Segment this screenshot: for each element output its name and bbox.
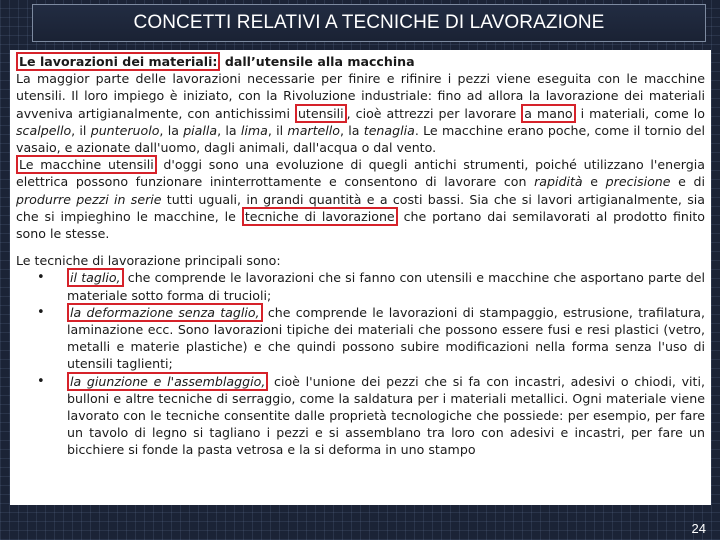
p2-text-c: e di xyxy=(670,174,706,190)
term-taglio: il taglio, xyxy=(70,270,121,286)
p2-text-e: che portano dai semilavorati al prodotto finito sono le stesse. xyxy=(16,208,705,242)
p1-text-f: , la xyxy=(217,122,241,138)
paragraph-spacer xyxy=(16,242,705,252)
techniques-list xyxy=(16,269,705,458)
p1-text-a: La maggior parte delle lavorazioni necessarie per finire e rifinire i pezzi viene eseguita con le macchine utensili. Il loro impiego è iniziato, con la Rivoluzione industriale: fino ad allora la lavorazione dei materiali avveniva artigianalmente, con antichissimi xyxy=(16,71,705,121)
heading-line xyxy=(16,53,705,70)
heading-highlight: Le lavorazioni dei materiali: xyxy=(16,52,220,71)
list-item-text: che comprende le lavorazioni che si fanno con utensili e macchine che asportano parte del materiale sotto forma di trucioli; xyxy=(67,270,705,303)
p1-text-k: . Le macchine erano poche, come il tornio del vasaio, e azionate dall'uomo, dagli animali, dall'acqua o dal vento. xyxy=(16,122,705,156)
list-item-deformazione xyxy=(16,304,705,373)
term-lima: lima xyxy=(240,122,268,138)
p2-text-a: d'oggi sono una evoluzione di quegli antichi strumenti, poiché utilizzano l'energia elettrica possono funzionare ininterrottamente e consentono di lavorare con xyxy=(16,157,705,190)
term-giunzione: la giunzione e l'assemblaggio, xyxy=(70,373,266,389)
list-item-taglio xyxy=(16,269,705,303)
term-scalpello: scalpello xyxy=(16,122,72,138)
highlight-macchine-utensili: Le macchine utensili xyxy=(16,155,157,174)
p2-text-d: tutti uguali, in grandi quantità e a costi bassi. Sia che si lavori artigianalmente, sia che si impieghino le macchine, le xyxy=(16,191,705,224)
term-martello: martello xyxy=(287,122,340,138)
highlight-tecniche-lavorazione: tecniche di lavorazione xyxy=(242,207,398,226)
paragraph-1 xyxy=(16,70,705,156)
term-tenaglia: tenaglia xyxy=(363,122,415,138)
term-pialla: pialla xyxy=(183,122,218,138)
p1-text-g: , il xyxy=(267,122,288,138)
term-produrre-in-serie: produrre pezzi in serie xyxy=(16,191,162,207)
list-item-text: cioè l'unione dei pezzi che si fa con incastri, adesivi o chiodi, viti, bulloni e altre tecniche di serraggio, come la saldatura per i materiali metallici. Ogni materiale viene lavorato con le tecniche consentite dalle proprietà tecnologiche che possiede: per esempio, per fare un tavolo di legno si tagliano i pezzi e si assemblano tra loro con adesivi e incastri, per fare un bicchiere si fonde la pasta vetrosa e la si deforma in uno stampo xyxy=(67,373,705,458)
paragraph-2 xyxy=(16,156,705,242)
list-item-giunzione xyxy=(16,373,705,459)
highlight-utensili: utensili xyxy=(295,104,347,123)
content-box xyxy=(10,50,711,505)
p1-text-c: i materiali, come lo xyxy=(575,105,705,121)
page-number: 24 xyxy=(691,521,706,536)
title-bar xyxy=(32,4,706,42)
bullet-icon: • xyxy=(37,373,45,389)
p1-text-h: , la xyxy=(339,122,364,138)
heading-rest: dall’utensile alla macchina xyxy=(220,54,415,69)
paragraph-3: Le tecniche di lavorazione principali sono: xyxy=(16,253,281,269)
p2-text-b: e xyxy=(582,174,606,190)
list-item-text: che comprende le lavorazioni di stampaggio, estrusione, trafilatura, laminazione ecc. Sono lavorazioni tipiche dei materiali che possono essere fusi e resi plastici (vetro, metalli e materie plastiche) e che quindi possono subire modificazioni nella forma senza l'uso di utensili taglienti; xyxy=(67,304,705,372)
term-deformazione: la deformazione senza taglio, xyxy=(70,304,260,320)
term-precisione: precisione xyxy=(605,174,671,190)
p1-text-e: , la xyxy=(159,122,184,138)
p1-text-b: , cioè attrezzi per lavorare xyxy=(346,105,522,121)
slide-title: CONCETTI RELATIVI A TECNICHE DI LAVORAZIONE xyxy=(133,12,605,33)
p1-text-d: , il xyxy=(71,122,91,138)
bullet-icon: • xyxy=(37,304,45,320)
term-rapidita: rapidità xyxy=(534,174,583,190)
term-punteruolo: punteruolo xyxy=(90,122,160,138)
bullet-icon: • xyxy=(37,270,45,286)
highlight-a-mano: a mano xyxy=(521,104,575,123)
